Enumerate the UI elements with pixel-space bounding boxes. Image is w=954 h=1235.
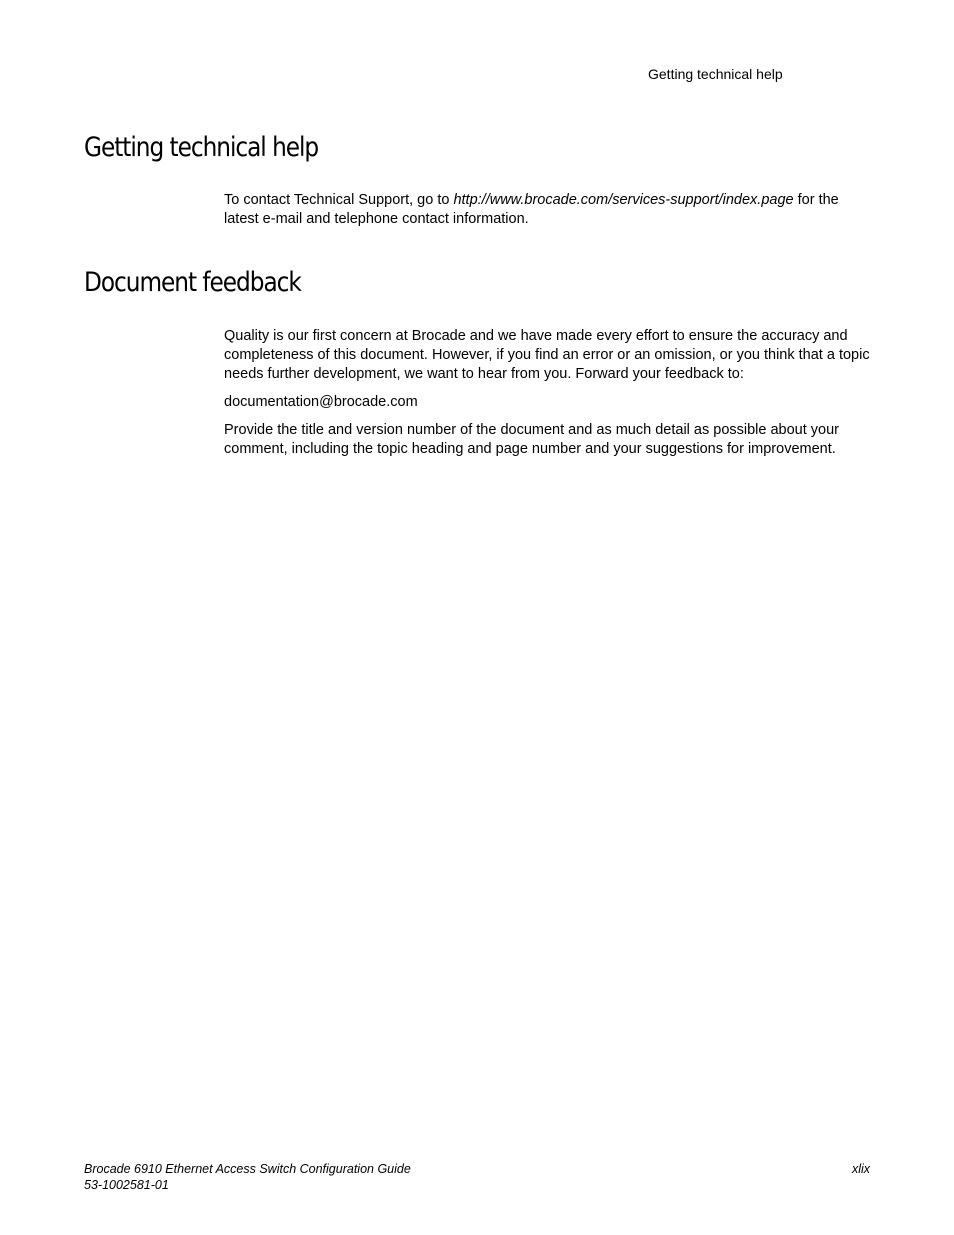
paragraph [224, 191, 872, 229]
section-body-technical-help [224, 191, 872, 238]
paragraph: Provide the title and version number of the document and as much detail as possible about your comment, including the topic heading and page number and your suggestions for improvement. [224, 422, 840, 457]
feedback-email: documentation@brocade.com [224, 394, 418, 410]
paragraph-text: To contact Technical Support, go to [224, 192, 454, 208]
paragraph: Quality is our first concern at Brocade and we have made every effort to ensure the accuracy and completeness of this document. However, if you find an error or an omission, or you think that a topic needs further development, we want to hear from you. Forward your feedback to: [224, 328, 870, 382]
footer-document-info [84, 1161, 411, 1193]
footer-page-number: xlix [851, 1162, 870, 1176]
section-heading-technical-help: Getting technical help [84, 132, 319, 163]
section-heading-document-feedback: Document feedback [84, 267, 301, 298]
paragraph-text: for the latest e-mail and telephone contact information. [224, 192, 839, 227]
running-header: Getting technical help [648, 66, 783, 82]
section-body-document-feedback [224, 327, 872, 468]
support-url-link[interactable]: http://www.brocade.com/services-support/index.page [453, 192, 794, 208]
footer-document-number: 53-1002581-01 [84, 1178, 169, 1192]
footer-document-title: Brocade 6910 Ethernet Access Switch Configuration Guide [84, 1162, 411, 1176]
